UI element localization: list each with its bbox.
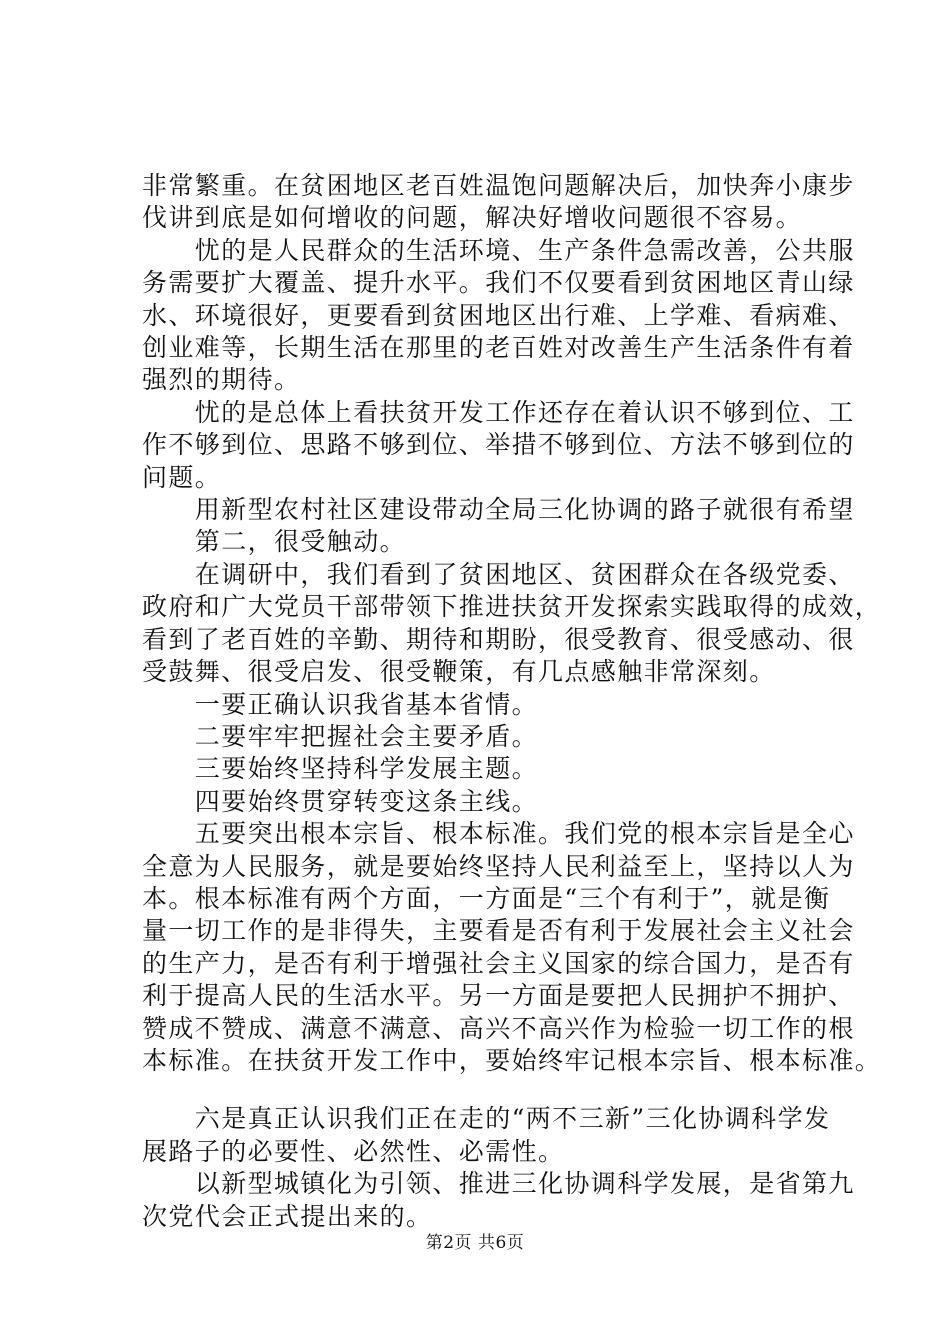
text-line: 受鼓舞、很受启发、很受鞭策，有几点感触非常深刻。 — [142, 657, 776, 687]
text-line: 四要始终贯穿转变这条主线。 — [142, 786, 539, 816]
text-line: 在调研中，我们看到了贫困地区、贫困群众在各级党委、 — [142, 559, 855, 589]
text-line: 利于提高人民的生活水平。另一方面是要把人民拥护不拥护、 — [142, 981, 855, 1011]
text-line: 赞成不赞成、满意不满意、高兴不高兴作为检验一切工作的根 — [142, 1013, 855, 1043]
text-line: 展路子的必要性、必然性、必需性。 — [142, 1136, 565, 1166]
text-line: 忧的是总体上看扶贫开发工作还存在着认识不够到位、工 — [142, 397, 855, 427]
body-text — [142, 170, 882, 1233]
text-line: 问题。 — [142, 462, 222, 492]
text-line: 以新型城镇化为引领、推进三化协调科学发展，是省第九 — [142, 1169, 855, 1199]
text-line: 务需要扩大覆盖、提升水平。我们不仅要看到贫困地区青山绿 — [142, 268, 855, 298]
text-line: 全意为人民服务，就是要始终坚持人民利益至上，坚持以人为 — [142, 851, 855, 881]
text-line: 政府和广大党员干部带领下推进扶贫开发探索实践取得的成效， — [142, 592, 882, 622]
text-line: 看到了老百姓的辛勤、期待和期盼，很受教育、很受感动、很 — [142, 624, 855, 654]
text-line: 第二，很受触动。 — [142, 527, 407, 557]
text-line: 三要始终坚持科学发展主题。 — [142, 754, 539, 784]
text-line: 五要突出根本宗旨、根本标准。我们党的根本宗旨是全心 — [142, 819, 855, 849]
text-line: 六是真正认识我们正在走的“两不三新”三化协调科学发 — [142, 1104, 831, 1134]
text-line: 二要牢牢把握社会主要矛盾。 — [142, 721, 539, 751]
text-line: 用新型农村社区建设带动全局三化协调的路子就很有希望 — [142, 495, 855, 525]
text-line: 的生产力，是否有利于增强社会主义国家的综合国力，是否有 — [142, 948, 855, 978]
text-line: 水、环境很好，更要看到贫困地区出行难、上学难、看病难、 — [142, 300, 855, 330]
text-line: 次党代会正式提出来的。 — [142, 1201, 433, 1231]
text-line: 一要正确认识我省基本省情。 — [142, 689, 539, 719]
paragraph-gap — [142, 1077, 842, 1103]
text-line: 本。根本标准有两个方面，一方面是“三个有利于”，就是衡 — [142, 883, 831, 913]
text-line: 作不够到位、思路不够到位、举措不够到位、方法不够到位的 — [142, 430, 855, 460]
text-line: 非常繁重。在贫困地区老百姓温饱问题解决后，加快奔小康步 — [142, 171, 855, 200]
text-line: 本标准。在扶贫开发工作中，要始终牢记根本宗旨、根本标准。 — [142, 1045, 882, 1075]
page-footer — [0, 1233, 950, 1253]
text-line: 创业难等，长期生活在那里的老百姓对改善生产生活条件有着 — [142, 333, 855, 363]
text-line: 量一切工作的是非得失，主要看是否有利于发展社会主义社会 — [142, 916, 855, 946]
page-indicator: 第2页 共6页 — [425, 1233, 525, 1253]
text-line: 强烈的期待。 — [142, 365, 301, 395]
text-line: 伐讲到底是如何增收的问题，解决好增收问题很不容易。 — [142, 203, 803, 233]
text-line: 忧的是人民群众的生活环境、生产条件急需改善，公共服 — [142, 235, 855, 265]
